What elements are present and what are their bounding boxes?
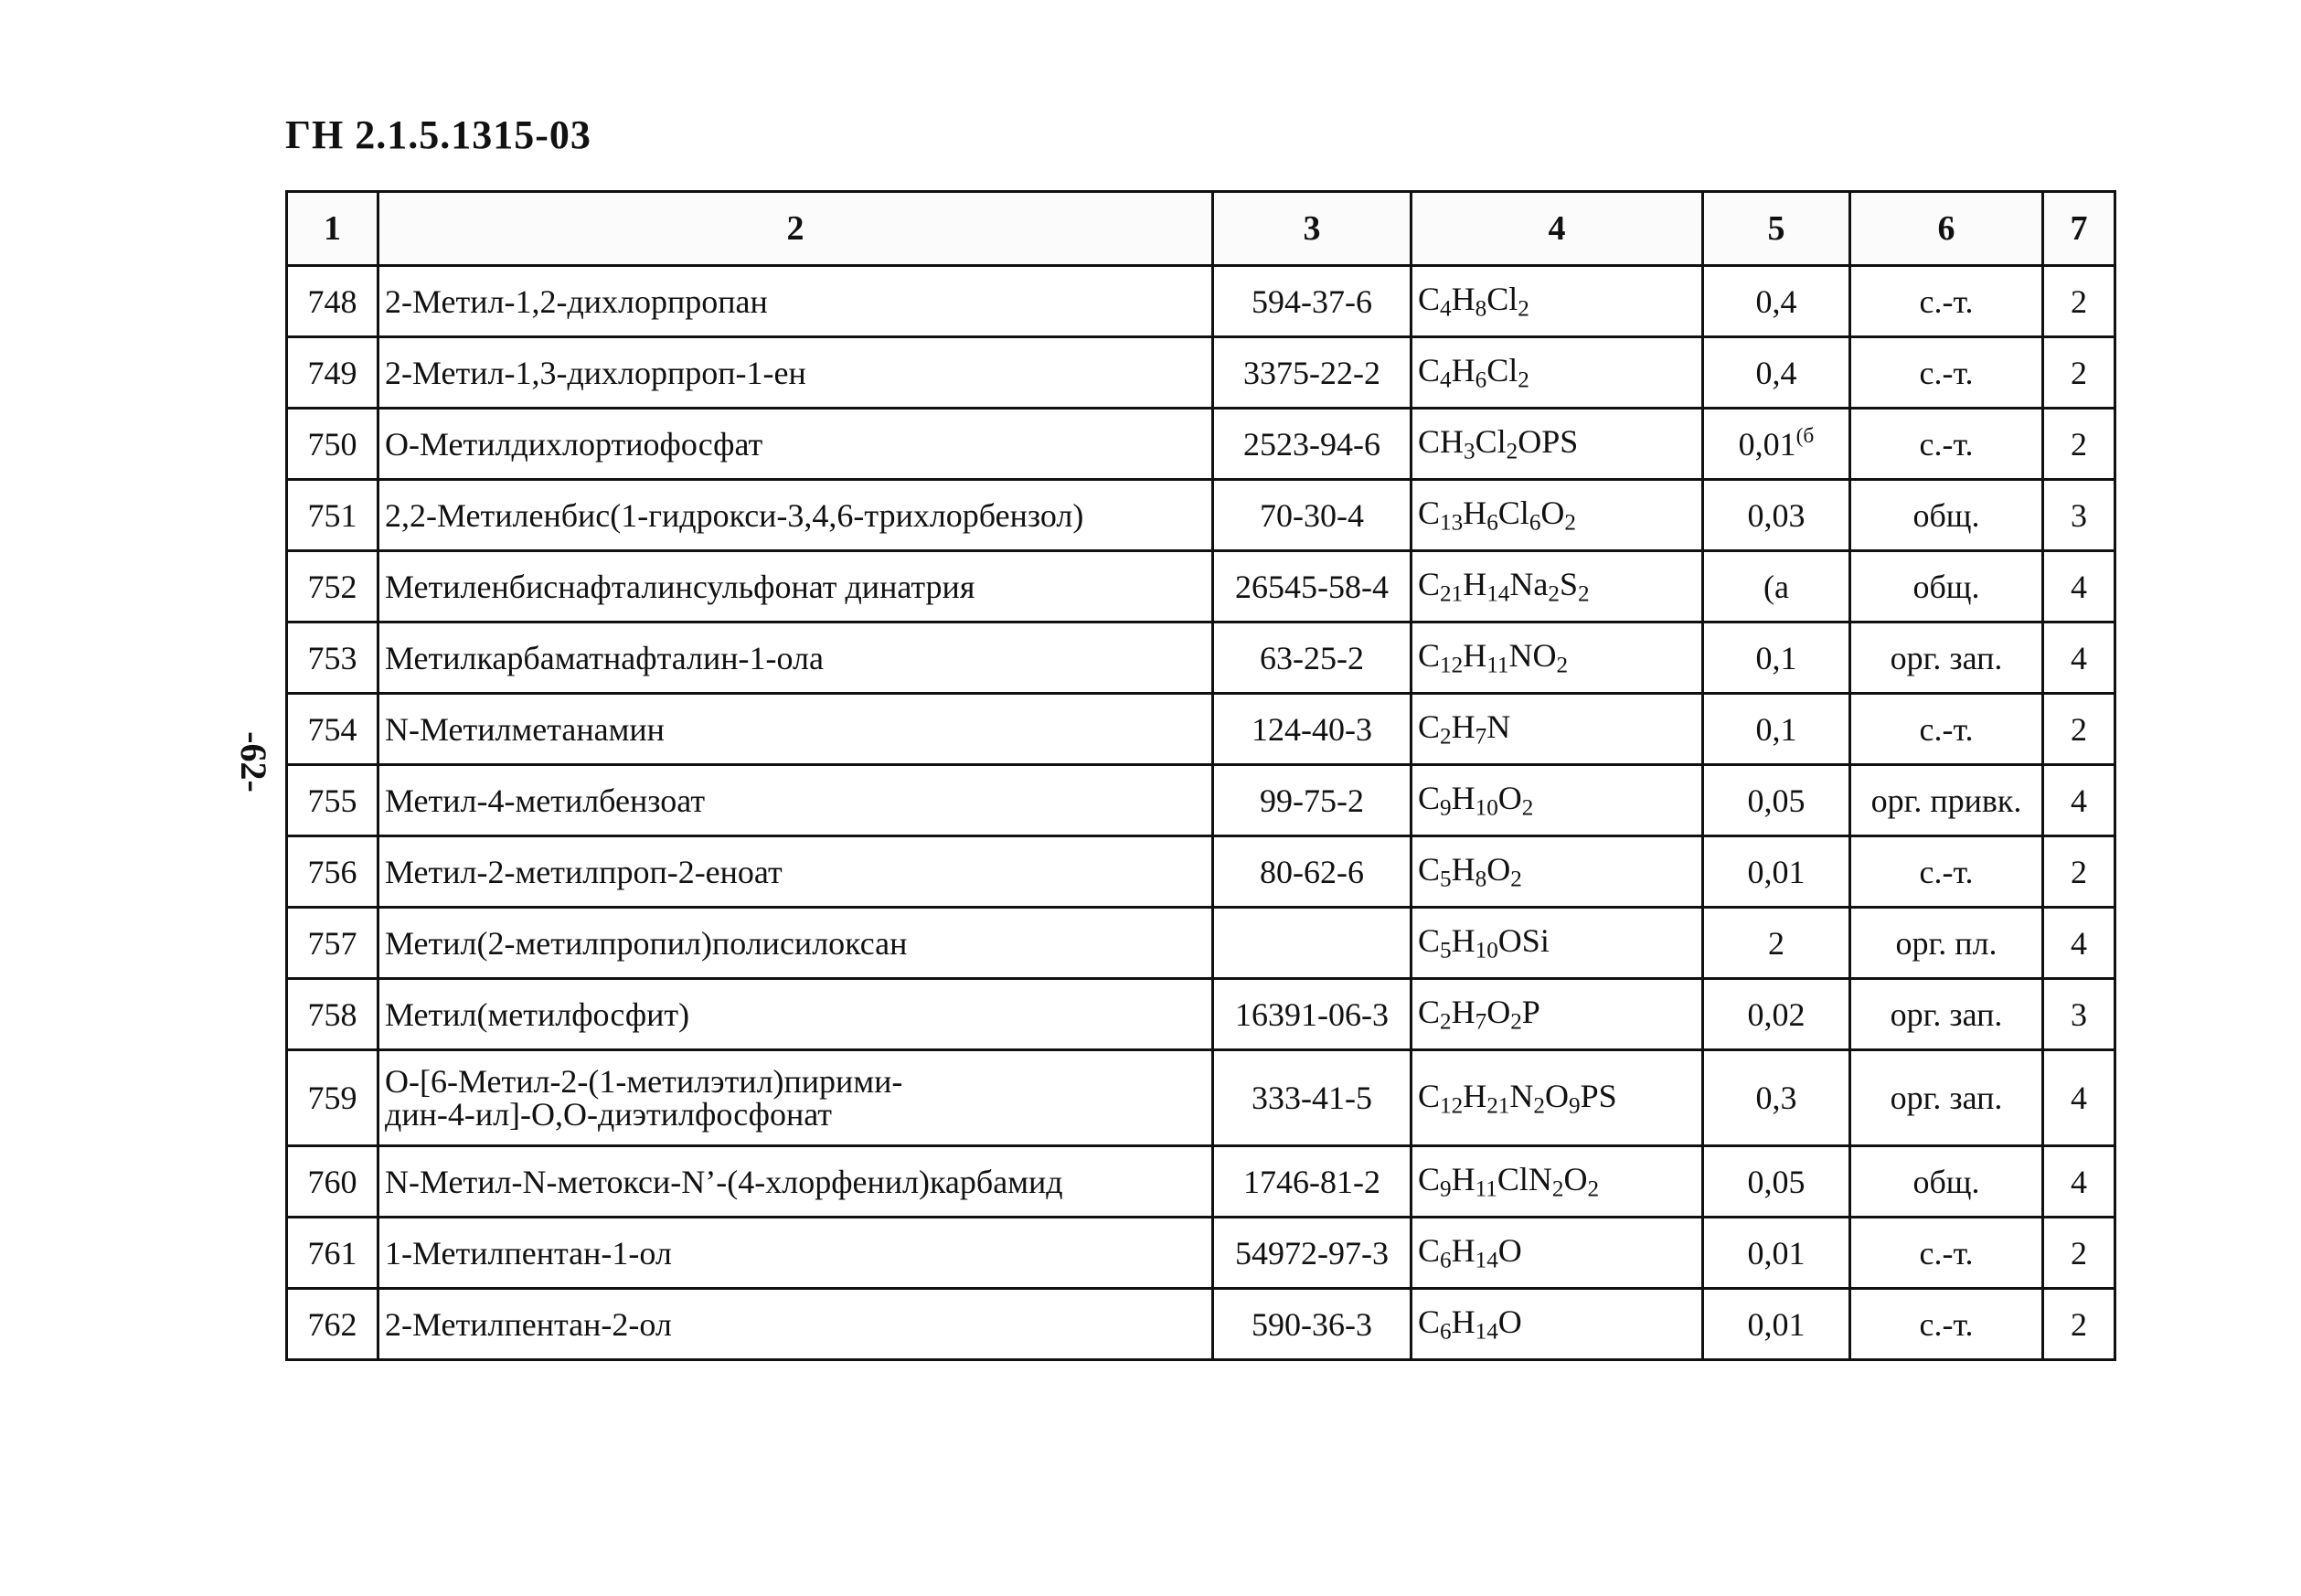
table-row: [287, 551, 2115, 622]
cas-number-cell: 2523-94-6: [1213, 409, 1411, 480]
row-number-cell: 751: [287, 480, 378, 551]
hazard-class-cell: 2: [2043, 836, 2115, 908]
substance-name-cell: Метил(метилфосфит): [378, 979, 1213, 1050]
norm-value-cell: 0,3: [1703, 1050, 1850, 1146]
hazard-sign-cell: с.-т.: [1850, 266, 2043, 337]
formula-cell: $C_{12}H_{11}NO_2$: [1411, 622, 1703, 694]
table-row: [287, 622, 2115, 694]
table-body: [287, 266, 2115, 1360]
column-header-5: 5: [1703, 192, 1850, 266]
table-row: [287, 765, 2115, 836]
cas-number-cell: 99-75-2: [1213, 765, 1411, 836]
hazard-class-cell: 4: [2043, 1050, 2115, 1146]
hazard-class-cell: 4: [2043, 908, 2115, 979]
cas-number-cell: 54972-97-3: [1213, 1218, 1411, 1289]
row-number-cell: 758: [287, 979, 378, 1050]
formula-cell: $C_5H_{10}OSi$: [1411, 908, 1703, 979]
norm-value-cell: 0,4: [1703, 266, 1850, 337]
substance-name-cell: N-Метилметанамин: [378, 694, 1213, 765]
hazard-sign-cell: орг. зап.: [1850, 1050, 2043, 1146]
substance-name-cell: N-Метил-N-метокси-N’-(4-хлорфенил)карбамид: [378, 1146, 1213, 1218]
table-row: [287, 1218, 2115, 1289]
hazard-sign-cell: общ.: [1850, 480, 2043, 551]
substances-table: [285, 190, 2116, 1361]
norm-value-cell: 2: [1703, 908, 1850, 979]
table-row: [287, 1050, 2115, 1146]
cas-number-cell: 80-62-6: [1213, 836, 1411, 908]
row-number-cell: 760: [287, 1146, 378, 1218]
formula-cell: $C_9H_{11}ClN_2O_2$: [1411, 1146, 1703, 1218]
table-row: [287, 694, 2115, 765]
norm-value-cell: 0,02: [1703, 979, 1850, 1050]
hazard-class-cell: 4: [2043, 622, 2115, 694]
column-header-1: 1: [287, 192, 378, 266]
table-row: [287, 979, 2115, 1050]
norm-value-cell: 0,4: [1703, 337, 1850, 409]
hazard-sign-cell: с.-т.: [1850, 1289, 2043, 1360]
hazard-sign-cell: орг. привк.: [1850, 765, 2043, 836]
cas-number-cell: 26545-58-4: [1213, 551, 1411, 622]
hazard-class-cell: 2: [2043, 409, 2115, 480]
formula-cell: $C_5H_8O_2$: [1411, 836, 1703, 908]
formula-cell: $C_6H_{14}O$: [1411, 1218, 1703, 1289]
formula-cell: $C_6H_{14}O$: [1411, 1289, 1703, 1360]
substance-name-cell: Метилкарбаматнафталин-1-ола: [378, 622, 1213, 694]
hazard-class-cell: 4: [2043, 551, 2115, 622]
hazard-sign-cell: с.-т.: [1850, 409, 2043, 480]
row-number-cell: 759: [287, 1050, 378, 1146]
formula-cell: $C_2H_7O_2P$: [1411, 979, 1703, 1050]
cas-number-cell: 594-37-6: [1213, 266, 1411, 337]
substance-name-cell: 2-Метилпентан-2-ол: [378, 1289, 1213, 1360]
norm-value-cell: 0,1: [1703, 694, 1850, 765]
cas-number-cell: 124-40-3: [1213, 694, 1411, 765]
hazard-sign-cell: с.-т.: [1850, 1218, 2043, 1289]
row-number-cell: 757: [287, 908, 378, 979]
hazard-class-cell: 2: [2043, 266, 2115, 337]
cas-number-cell: 1746-81-2: [1213, 1146, 1411, 1218]
cas-number-cell: 3375-22-2: [1213, 337, 1411, 409]
substance-name-cell: Метил-4-метилбензоат: [378, 765, 1213, 836]
cas-number-cell: [1213, 908, 1411, 979]
table-row: [287, 836, 2115, 908]
norm-value-cell: 0,03: [1703, 480, 1850, 551]
hazard-class-cell: 2: [2043, 694, 2115, 765]
cas-number-cell: 70-30-4: [1213, 480, 1411, 551]
table-row: [287, 266, 2115, 337]
cas-number-cell: 590-36-3: [1213, 1289, 1411, 1360]
row-number-cell: 756: [287, 836, 378, 908]
row-number-cell: 753: [287, 622, 378, 694]
hazard-class-cell: 4: [2043, 1146, 2115, 1218]
hazard-class-cell: 2: [2043, 1289, 2115, 1360]
hazard-class-cell: 3: [2043, 979, 2115, 1050]
norm-value-cell: $0,01^{(б}$: [1703, 409, 1850, 480]
row-number-cell: 752: [287, 551, 378, 622]
row-number-cell: 748: [287, 266, 378, 337]
substance-name-cell: О-[6-Метил-2-(1-метилэтил)пирими- дин-4-ил]-О,О-диэтилфосфонат: [378, 1050, 1213, 1146]
row-number-cell: 761: [287, 1218, 378, 1289]
substance-name-cell: 2,2-Метиленбис(1-гидрокси-3,4,6-трихлорбензол): [378, 480, 1213, 551]
substance-name-cell: 2-Метил-1,2-дихлорпропан: [378, 266, 1213, 337]
norm-value-cell: 0,01: [1703, 1289, 1850, 1360]
norm-value-cell: 0,01: [1703, 836, 1850, 908]
row-number-cell: 762: [287, 1289, 378, 1360]
hazard-class-cell: 4: [2043, 765, 2115, 836]
formula-cell: $C_9H_{10}O_2$: [1411, 765, 1703, 836]
formula-cell: $C_{21}H_{14}Na_2S_2$: [1411, 551, 1703, 622]
table-row: [287, 1146, 2115, 1218]
row-number-cell: 750: [287, 409, 378, 480]
column-header-2: 2: [378, 192, 1213, 266]
formula-cell: $C_4H_8Cl_2$: [1411, 266, 1703, 337]
substance-name-cell: Метиленбиснафталинсульфонат динатрия: [378, 551, 1213, 622]
cas-number-cell: 16391-06-3: [1213, 979, 1411, 1050]
hazard-sign-cell: общ.: [1850, 551, 2043, 622]
document-code: ГН 2.1.5.1315-03: [285, 112, 591, 157]
table-row: [287, 908, 2115, 979]
formula-cell: $C_4H_6Cl_2$: [1411, 337, 1703, 409]
row-number-cell: 755: [287, 765, 378, 836]
hazard-sign-cell: орг. зап.: [1850, 979, 2043, 1050]
table-row: [287, 409, 2115, 480]
hazard-class-cell: 2: [2043, 337, 2115, 409]
column-header-6: 6: [1850, 192, 2043, 266]
hazard-sign-cell: с.-т.: [1850, 694, 2043, 765]
table-row: [287, 337, 2115, 409]
norm-value-cell: 0,1: [1703, 622, 1850, 694]
formula-cell: $C_{12}H_{21}N_2O_9PS$: [1411, 1050, 1703, 1146]
formula-cell: $CH_3Cl_2OPS$: [1411, 409, 1703, 480]
norm-value-cell: 0,01: [1703, 1218, 1850, 1289]
table-row: [287, 480, 2115, 551]
hazard-sign-cell: орг. пл.: [1850, 908, 2043, 979]
substance-name-cell: 1-Метилпентан-1-ол: [378, 1218, 1213, 1289]
column-header-7: 7: [2043, 192, 2115, 266]
hazard-sign-cell: орг. зап.: [1850, 622, 2043, 694]
substance-name-cell: Метил(2-метилпропил)полисилоксан: [378, 908, 1213, 979]
hazard-class-cell: 3: [2043, 480, 2115, 551]
column-header-3: 3: [1213, 192, 1411, 266]
hazard-sign-cell: с.-т.: [1850, 337, 2043, 409]
substance-name-cell: Метил-2-метилпроп-2-еноат: [378, 836, 1213, 908]
formula-cell: $C_2H_7N$: [1411, 694, 1703, 765]
formula-cell: $C_{13}H_6Cl_6O_2$: [1411, 480, 1703, 551]
cas-number-cell: 63-25-2: [1213, 622, 1411, 694]
substance-name-cell: О-Метилдихлортиофосфат: [378, 409, 1213, 480]
norm-value-cell: 0,05: [1703, 765, 1850, 836]
table-row: [287, 1289, 2115, 1360]
row-number-cell: 749: [287, 337, 378, 409]
hazard-sign-cell: с.-т.: [1850, 836, 2043, 908]
hazard-class-cell: 2: [2043, 1218, 2115, 1289]
hazard-sign-cell: общ.: [1850, 1146, 2043, 1218]
row-number-cell: 754: [287, 694, 378, 765]
cas-number-cell: 333-41-5: [1213, 1050, 1411, 1146]
header-row: [287, 192, 2115, 266]
page-number: -62-: [232, 731, 274, 793]
substance-name-cell: 2-Метил-1,3-дихлорпроп-1-ен: [378, 337, 1213, 409]
norm-value-cell: (а: [1703, 551, 1850, 622]
norm-value-cell: 0,05: [1703, 1146, 1850, 1218]
column-header-4: 4: [1411, 192, 1703, 266]
